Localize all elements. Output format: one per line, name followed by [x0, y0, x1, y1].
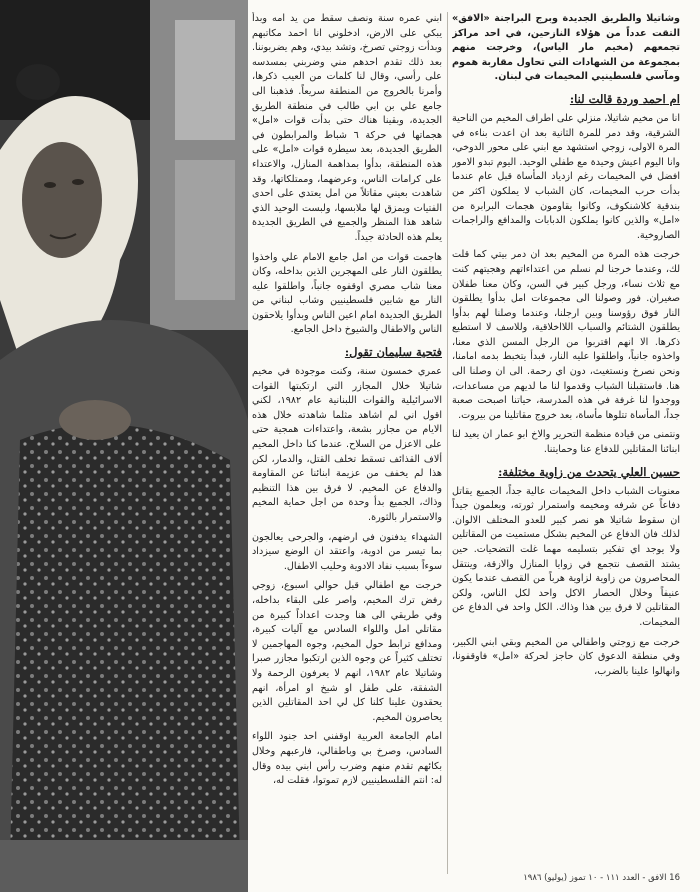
paragraph: خرجت مع اطفالي قبل حوالي اسبوع، زوجي رفض ترك المخيم، واصر على البقاء بداخله، وفي طريقي الى هنا وجدت اعداداً كبيرة من مقاتلي امل واللواء السادس مع آليات كبيرة، ومدافع ترابط حول المخيم، وجوه المهاجمين لا تختلف كثيراً عن وجوه الذين ارتكبوا مجازر صبرا وشاتيلا عام ١٩٨٢، انهم لا يعرفون الرحمة ولا الشفقة، على طفل او شيخ او امرأة، انهم يحقدون علينا كلنا كل لي احد المقاتلين الذين يحاصرون المخيم.	[252, 580, 442, 723]
section-heading: حسين العلي يتحدث من زاوية مختلفة:	[498, 464, 680, 479]
middle-column	[252, 12, 442, 874]
paragraph: عمري خمسون سنة، وكنت موجودة في مخيم شاتيلا خلال المجازر التي ارتكبتها القوات الاسرائيلية والقوات اللبنانية عام ١٩٨٢، لكني اقول اني لم اشاهد مثلما شاهدته خلال هذه الايام من مجازر بشعة، واعتداءات همجية حتى على الاعزل من السلاح. عندما كنا داخل المخيم ألاف القذائف تسقط تخلف القتل، والدمار، لكن هذا لم يخفف من عزيمة ابنائنا عن المقاومة والدفاع عن المخيم. لا فرق بين هذا التنظيم وذاك، الجميع بدأ وحدة من اجل حماية المخيم والاستمرار بالثورة.	[252, 366, 442, 523]
paragraph: معنويات الشباب داخل المخيمات عالية جداً، الجميع يقاتل دفاعاً عن شرفه ومخيمه واستمرار ثورته، ويعلمون جيداً ان سقوط شاتيلا هو نصر كبير للعدو المختلف الالوان. لذلك فان الدفاع عن المخيم بشكل مستميت من المقاتلين ولا يوجد اي تفكير بتسليمه مهما غلت التضحيات. حين يشتد القصف نتجمع في زوايا المنازل والازقة، وينتقل المحاصرون من زاوية لزاوية هرباً من القصف عندما يكون عنيفاً وخلال الحصار الاكل واحد لكل الناس، ولكن المقاتلين لا فرق بين هذا وذاك. الكل واحد في الدفاع عن المخيمات.	[452, 485, 680, 628]
article-photo	[0, 0, 248, 892]
paragraph: امام الجامعة العربية اوقفني احد جنود اللواء السادس، وصرخ بي وباطفالي، فارعبهم وخلال بكائهم تقدم منهم وضرب رأس ابني بيده وقال له: انتم الفلسطينيين لازم تموتوا، فقلت له،	[252, 731, 442, 787]
section-heading: فتحية سليمان تقول:	[344, 345, 442, 360]
elderly-woman-photo	[0, 0, 248, 892]
intro-paragraph: وشاتيلا والطريق الجديدة وبرج البراجنة «الافق» التقت عدداً من هؤلاء النازحين، في احد مراكز تجمعهم (مخيم مار الياس)، وخرجت منهم بمجموعة من الشهادات التي تحاول مقاربة هموم ومآسي فلسطينيي المخيمات في لبنان.	[452, 13, 680, 83]
page-footer: 16 الافق - العدد ١١١ - ١٠ تموز (يوليو) ١٩٨٦	[523, 873, 680, 883]
paragraph: هاجمت قوات من امل جامع الامام علي واخذوا يطلقون النار على المهجرين الذين بداخله، وكان معنا شاب مصري اوقفوه جانباً، واطلقوا عليه النار مع شابين فلسطينيين وشاب لبناني من الطريق الجديدة امام اعين الناس وبدأوا يلاحقون الناس والاطفال والشيوخ داخل الجامع.	[252, 251, 442, 336]
paragraph: ابني عمره سنة ونصف سقط من يد امه وبدأ يبكي على الارض، ادخلوني انا احمد مكاتبهم وبدأت زوجتي تصرخ، وتشد بيدي، وهم يضربوننا. بعد ذلك تقدم احدهم مني وضربني بمسدسه على رأسي، وقال لنا كلمات من العيب ذكرها، وأمرنا بالخروج من المنطقة سريعاً. فذهبنا الى جامع علي بن ابي طالب في منطقة الطريق الجديدة، وبقينا هناك حتى بدأت قوات «امل» هجماتها في حركة ٦ شباط والمرابطون في الطريق الجديدة، بعد سيطرة قوات «امل» على هذه المنطقة، بدأوا بمداهمة المنازل، والاعتداء على كرامات الناس، وعرضهما، وممتلكاتها، وقد شاهدت بعيني مقاتلاً من امل يعتدي على احدى الفتيات ويمزق لها ملابسها، ولبست الوحيد الذي شاهد هذا المنظر والجميع في الطريق الجديدة يعلم هذه الحادثة جيداً.	[252, 13, 442, 243]
paragraph: ونتمنى من قيادة منظمة التحرير والاخ ابو عمار ان يعيد لنا ابنائنا المقاتلين للدفاع عنا وحمايتنا.	[452, 429, 680, 456]
paragraph: خرجت مع زوجتي واطفالي من المخيم وبقي ابني الكبير، وفي منطقة الدعوق كان حاجز لحركة «امل» فاوقفونا، وانهالوا علينا بالضرب،	[452, 636, 680, 677]
column-divider	[447, 12, 448, 874]
paragraph: الشهداء يدفنون في ارضهم، والجرحى يعالجون بما تيسر من ادوية، واعتقد ان الوضع سيزداد سوءاً بسبب نفاد الادوية وحليب الاطفال.	[252, 531, 442, 572]
section-heading: ام احمد وردة قالت لنا:	[569, 91, 680, 106]
paragraph: انا من مخيم شاتيلا، منزلي على اطراف المخيم من الناحية الشرقية، وقد دمر للمرة الثانية بعد ان اعدت بناءه في المرة الاولى، زوجي استشهد مع ابني على محور الدوخي، وانا اليوم اعيش وحيدة مع طفلي الوحيد. اليوم تبدو الامور افضل في المخيمات رغم ازدياد المأساة قبل عام عندما بدأت حرب المخيمات، كان الشباب لا يملكون اكثر من بندقية كلاشنكوف، وكانوا يقاومون هجمات البرابرة من «امل» والذين كانوا يملكون الدبابات والمدافع والراجمات الصاروخية.	[452, 112, 680, 241]
paragraph: خرجت هذه المرة من المخيم بعد ان دمر بيتي كما قلت لك، وعندما خرجنا لم نسلم من اعتداءاتهم وهجيتهم كنت مع ثلاث نساء، ورجل كبير في السن، وكان معنا طفلان صغيران. فور وصولنا الى مجموعات امل بدأوا يطلقون النار فوق رؤوسنا وبين ارجلنا، وعندما وصلنا لهم بدأوا يطلقون الشتائم والسباب اللااخلاقية، وللاسف لا استطيع ذكرها. الا انهم اقتربوا من الرجل المسن الذي معنا، واخذوه جانباً، واطلقوا عليه النار، فبدأ يتخبط بدمه امامنا، ونحن نصرخ ونستغيث، دون اي رحمة. الى ان وصلنا الى هنا. فاستقبلنا الشباب وقدموا لنا ما لديهم من مساعدات، ووجدوا لنا غرفة في هذه المدرسة، حياتنا اصبحت صعبة جداً، المأساة تتلوها مأساة، بعد خروج مقاتلينا من بيروت.	[452, 249, 680, 421]
right-column	[452, 12, 680, 874]
